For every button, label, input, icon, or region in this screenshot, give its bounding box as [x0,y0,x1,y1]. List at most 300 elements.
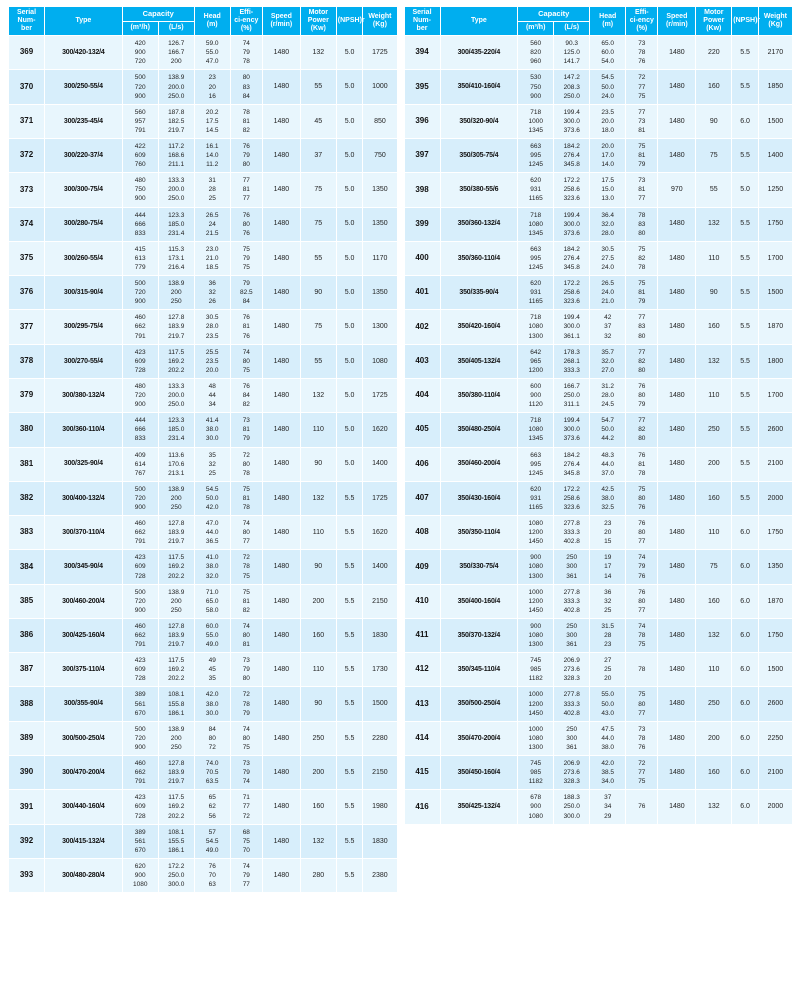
cell-capacity-m3h: 718 1000 1345 [518,104,554,138]
cell-serial-number: 385 [9,584,45,618]
cell-capacity-m3h: 620 931 1165 [518,173,554,207]
cell-type: 350/425-132/4 [440,790,518,824]
cell-capacity-m3h: 663 995 1245 [518,447,554,481]
table-row [404,653,793,687]
cell-type: 300/460-200/4 [45,584,123,618]
cell-capacity-m3h: 745 985 1182 [518,756,554,790]
cell-npsh: 5.5 [732,36,759,70]
cell-capacity-m3h: 500 720 900 [122,276,158,310]
cell-weight: 1870 [758,584,792,618]
header-npsh: (NPSH)r [732,7,759,36]
cell-capacity-m3h: 423 609 728 [122,653,158,687]
cell-weight: 1500 [758,104,792,138]
cell-capacity-ls: 184.2 276.4 345.8 [554,447,590,481]
cell-efficiency: 74 78 75 [626,618,658,652]
cell-capacity-m3h: 1000 1080 1300 [518,721,554,755]
cell-head: 41.0 38.0 32.0 [194,550,230,584]
cell-efficiency: 68 75 70 [230,824,262,858]
cell-type: 350/305-75/4 [440,138,518,172]
cell-serial-number: 393 [9,858,45,892]
cell-capacity-ls: 108.1 155.5 186.1 [158,824,194,858]
cell-capacity-m3h: 415 613 779 [122,241,158,275]
cell-efficiency: 77 83 80 [626,310,658,344]
cell-efficiency: 75 82 78 [626,241,658,275]
cell-motor-power: 280 [300,858,336,892]
cell-capacity-m3h: 460 662 791 [122,618,158,652]
cell-head: 35.7 32.0 27.0 [590,344,626,378]
cell-head: 30.5 28.0 23.5 [194,310,230,344]
cell-weight: 1725 [363,36,397,70]
cell-weight: 1300 [363,310,397,344]
header-efficiency: Effi- ci-ency (%) [626,7,658,36]
cell-head: 59.0 55.0 47.0 [194,36,230,70]
cell-serial-number: 401 [404,276,440,310]
cell-efficiency: 76 80 76 [230,207,262,241]
cell-head: 31.2 28.0 24.5 [590,378,626,412]
cell-type: 350/330-75/4 [440,550,518,584]
cell-weight: 1350 [363,207,397,241]
cell-efficiency: 74 79 76 [626,550,658,584]
cell-speed: 1480 [262,173,300,207]
cell-npsh: 6.0 [732,756,759,790]
cell-serial-number: 379 [9,378,45,412]
cell-serial-number: 390 [9,756,45,790]
table-row [9,378,398,412]
cell-motor-power: 75 [300,173,336,207]
cell-head: 42 37 32 [590,310,626,344]
cell-serial-number: 371 [9,104,45,138]
cell-speed: 1480 [262,310,300,344]
table-row [404,516,793,550]
cell-motor-power: 160 [696,756,732,790]
cell-capacity-m3h: 1000 1200 1450 [518,584,554,618]
table-row [404,721,793,755]
cell-serial-number: 389 [9,721,45,755]
cell-type: 350/450-160/4 [440,756,518,790]
table-row [404,378,793,412]
cell-speed: 1480 [658,344,696,378]
table-row [9,790,398,824]
cell-capacity-ls: 166.7 250.0 311.1 [554,378,590,412]
cell-head: 54.5 50.0 24.0 [590,70,626,104]
table-row [9,550,398,584]
cell-serial-number: 381 [9,447,45,481]
cell-weight: 1730 [363,653,397,687]
cell-head: 65 62 56 [194,790,230,824]
cell-motor-power: 200 [300,584,336,618]
cell-head: 48.3 44.0 37.0 [590,447,626,481]
cell-npsh: 5.5 [732,310,759,344]
cell-capacity-m3h: 718 1080 1345 [518,207,554,241]
cell-type: 300/500-250/4 [45,721,123,755]
cell-weight: 2380 [363,858,397,892]
cell-type: 350/410-160/4 [440,70,518,104]
cell-efficiency: 76 79 80 [230,138,262,172]
cell-speed: 1480 [262,481,300,515]
cell-weight: 1400 [758,138,792,172]
cell-serial-number: 403 [404,344,440,378]
cell-serial-number: 415 [404,756,440,790]
cell-capacity-m3h: 560 957 791 [122,104,158,138]
cell-motor-power: 90 [696,104,732,138]
cell-npsh: 5.5 [732,447,759,481]
cell-weight: 1500 [758,276,792,310]
cell-speed: 1480 [658,241,696,275]
cell-weight: 1830 [363,824,397,858]
right-table-container [404,6,794,992]
cell-head: 55.0 50.0 43.0 [590,687,626,721]
cell-efficiency: 74 80 81 [230,618,262,652]
cell-speed: 1480 [658,687,696,721]
cell-speed: 1480 [658,481,696,515]
cell-capacity-m3h: 460 662 791 [122,310,158,344]
table-row [404,138,793,172]
cell-speed: 1480 [658,207,696,241]
cell-speed: 1480 [262,276,300,310]
cell-serial-number: 380 [9,413,45,447]
header-motor-power: Motor Power (Kw) [300,7,336,36]
cell-head: 60.0 55.0 49.0 [194,618,230,652]
cell-head: 23.5 20.0 18.0 [590,104,626,138]
cell-serial-number: 386 [9,618,45,652]
cell-efficiency: 77 81 77 [230,173,262,207]
cell-npsh: 5.5 [336,721,363,755]
cell-capacity-ls: 117.2 168.6 211.1 [158,138,194,172]
cell-serial-number: 406 [404,447,440,481]
cell-capacity-ls: 206.9 273.6 328.3 [554,653,590,687]
cell-weight: 1800 [758,344,792,378]
table-row [404,550,793,584]
cell-type: 300/420-132/4 [45,36,123,70]
cell-capacity-ls: 123.3 185.0 231.4 [158,207,194,241]
cell-npsh: 5.5 [336,584,363,618]
table-row [404,173,793,207]
cell-capacity-ls: 172.2 258.6 323.6 [554,173,590,207]
cell-efficiency: 73 79 80 [230,653,262,687]
cell-speed: 1480 [658,36,696,70]
cell-npsh: 6.0 [732,721,759,755]
cell-weight: 2280 [363,721,397,755]
cell-capacity-ls: 133.3 200.0 250.0 [158,378,194,412]
left-table-container [8,6,398,992]
cell-weight: 1620 [363,413,397,447]
cell-motor-power: 90 [696,276,732,310]
cell-weight: 1850 [758,70,792,104]
cell-speed: 1480 [658,378,696,412]
cell-efficiency: 77 73 81 [626,104,658,138]
cell-capacity-m3h: 620 931 1165 [518,276,554,310]
cell-efficiency: 78 83 80 [626,207,658,241]
cell-capacity-m3h: 500 720 900 [122,584,158,618]
cell-weight: 2150 [363,756,397,790]
cell-speed: 1480 [658,276,696,310]
cell-motor-power: 132 [300,36,336,70]
cell-speed: 1480 [658,70,696,104]
cell-speed: 1480 [262,344,300,378]
cell-type: 300/400-132/4 [45,481,123,515]
cell-type: 350/480-250/4 [440,413,518,447]
cell-head: 31 28 25 [194,173,230,207]
cell-speed: 1480 [262,138,300,172]
cell-efficiency: 73 78 76 [626,721,658,755]
cell-speed: 1480 [658,550,696,584]
cell-head: 31.5 28 23 [590,618,626,652]
cell-speed: 1480 [262,756,300,790]
table-row [404,36,793,70]
cell-serial-number: 376 [9,276,45,310]
cell-speed: 1480 [262,653,300,687]
cell-head: 26.5 24 21.5 [194,207,230,241]
table-row [404,310,793,344]
cell-type: 300/345-90/4 [45,550,123,584]
cell-efficiency: 76 84 82 [230,378,262,412]
cell-motor-power: 110 [696,516,732,550]
cell-head: 17.5 15.0 13.0 [590,173,626,207]
cell-npsh: 6.0 [732,687,759,721]
cell-serial-number: 396 [404,104,440,138]
cell-motor-power: 55 [300,241,336,275]
table-row [404,104,793,138]
table-row [9,276,398,310]
cell-serial-number: 399 [404,207,440,241]
cell-type: 350/405-132/4 [440,344,518,378]
cell-motor-power: 132 [696,790,732,824]
cell-npsh: 5.5 [336,481,363,515]
cell-type: 300/270-55/4 [45,344,123,378]
cell-serial-number: 388 [9,687,45,721]
cell-type: 300/295-75/4 [45,310,123,344]
cell-npsh: 5.0 [336,138,363,172]
cell-head: 84 80 72 [194,721,230,755]
cell-type: 300/360-110/4 [45,413,123,447]
cell-capacity-m3h: 642 965 1200 [518,344,554,378]
table-row [9,447,398,481]
cell-npsh: 5.5 [732,70,759,104]
cell-capacity-m3h: 620 900 1080 [122,858,158,892]
cell-npsh: 6.0 [732,516,759,550]
cell-efficiency: 74 79 77 [230,858,262,892]
cell-capacity-ls: 199.4 300.0 373.6 [554,104,590,138]
cell-npsh: 5.5 [336,790,363,824]
cell-capacity-m3h: 620 931 1165 [518,481,554,515]
cell-type: 300/235-45/4 [45,104,123,138]
cell-speed: 1480 [262,447,300,481]
table-row [404,584,793,618]
cell-motor-power: 250 [696,413,732,447]
cell-npsh: 5.0 [336,310,363,344]
cell-serial-number: 378 [9,344,45,378]
table-row [9,618,398,652]
cell-serial-number: 407 [404,481,440,515]
table-row [9,584,398,618]
cell-capacity-m3h: 409 614 767 [122,447,158,481]
cell-npsh: 5.0 [336,276,363,310]
cell-capacity-m3h: 460 662 791 [122,516,158,550]
cell-npsh: 5.5 [336,618,363,652]
cell-serial-number: 412 [404,653,440,687]
cell-efficiency: 74 80 77 [230,516,262,550]
cell-capacity-ls: 277.8 333.3 402.8 [554,516,590,550]
cell-motor-power: 250 [300,721,336,755]
header-serial-number: Serial Num- ber [9,7,45,36]
cell-npsh: 5.0 [732,173,759,207]
cell-capacity-ls: 199.4 300.0 361.1 [554,310,590,344]
cell-head: 19 17 14 [590,550,626,584]
cell-capacity-ls: 250 300 361 [554,550,590,584]
cell-weight: 1700 [758,241,792,275]
cell-type: 350/430-160/4 [440,481,518,515]
cell-type: 300/370-110/4 [45,516,123,550]
cell-motor-power: 250 [696,687,732,721]
cell-weight: 1080 [363,344,397,378]
cell-serial-number: 375 [9,241,45,275]
cell-head: 20.2 17.5 14.5 [194,104,230,138]
cell-serial-number: 383 [9,516,45,550]
cell-speed: 1480 [262,618,300,652]
cell-weight: 2600 [758,687,792,721]
cell-motor-power: 75 [696,550,732,584]
cell-efficiency: 75 81 82 [230,584,262,618]
cell-head: 41.4 38.0 30.0 [194,413,230,447]
cell-type: 350/380-55/6 [440,173,518,207]
cell-speed: 1480 [262,70,300,104]
cell-motor-power: 110 [696,241,732,275]
cell-type: 350/370-132/4 [440,618,518,652]
cell-motor-power: 90 [300,447,336,481]
cell-motor-power: 160 [300,618,336,652]
cell-serial-number: 413 [404,687,440,721]
cell-head: 23.0 21.0 18.5 [194,241,230,275]
cell-capacity-ls: 138.9 200 250 [158,276,194,310]
cell-motor-power: 160 [696,70,732,104]
table-row [9,207,398,241]
cell-weight: 1170 [363,241,397,275]
cell-motor-power: 200 [696,447,732,481]
cell-capacity-m3h: 444 666 833 [122,413,158,447]
cell-weight: 1830 [363,618,397,652]
cell-motor-power: 75 [696,138,732,172]
cell-motor-power: 200 [696,721,732,755]
cell-capacity-ls: 108.1 155.8 186.1 [158,687,194,721]
cell-npsh: 5.5 [732,413,759,447]
cell-capacity-ls: 127.8 183.9 219.7 [158,618,194,652]
cell-weight: 1400 [363,550,397,584]
cell-weight: 2100 [758,756,792,790]
cell-capacity-ls: 123.3 185.0 231.4 [158,413,194,447]
cell-weight: 2170 [758,36,792,70]
cell-weight: 2000 [758,790,792,824]
cell-efficiency: 78 81 82 [230,104,262,138]
table-row [9,687,398,721]
cell-capacity-ls: 250 300 361 [554,618,590,652]
cell-serial-number: 410 [404,584,440,618]
table-row [9,824,398,858]
cell-npsh: 5.5 [732,344,759,378]
header-efficiency: Effi- ci-ency (%) [230,7,262,36]
cell-motor-power: 132 [696,344,732,378]
cell-weight: 1750 [758,618,792,652]
cell-npsh: 5.5 [336,516,363,550]
cell-efficiency: 79 82.5 84 [230,276,262,310]
cell-capacity-ls: 117.5 169.2 202.2 [158,344,194,378]
cell-type: 300/440-160/4 [45,790,123,824]
cell-head: 37 34 29 [590,790,626,824]
cell-type: 300/480-280/4 [45,858,123,892]
cell-capacity-m3h: 900 1080 1300 [518,618,554,652]
cell-npsh: 5.0 [336,344,363,378]
cell-capacity-m3h: 423 609 728 [122,790,158,824]
table-row [9,104,398,138]
cell-speed: 1480 [658,618,696,652]
cell-type: 300/470-200/4 [45,756,123,790]
cell-type: 300/380-132/4 [45,378,123,412]
cell-motor-power: 160 [696,481,732,515]
table-row [404,447,793,481]
cell-capacity-ls: 206.9 273.6 328.3 [554,756,590,790]
cell-capacity-m3h: 500 720 900 [122,70,158,104]
cell-head: 71.0 65.0 58.0 [194,584,230,618]
header-capacity-m3h: (m³/h) [518,21,554,35]
cell-capacity-ls: 138.9 200 250 [158,481,194,515]
cell-speed: 1480 [262,36,300,70]
cell-npsh: 5.5 [336,653,363,687]
cell-serial-number: 372 [9,138,45,172]
cell-serial-number: 416 [404,790,440,824]
cell-npsh: 5.5 [732,378,759,412]
cell-motor-power: 90 [300,276,336,310]
cell-motor-power: 110 [300,516,336,550]
cell-efficiency: 76 81 78 [626,447,658,481]
cell-capacity-ls: 187.8 182.5 219.7 [158,104,194,138]
table-row [404,276,793,310]
cell-capacity-ls: 138.9 200 250 [158,721,194,755]
cell-npsh: 5.5 [732,241,759,275]
cell-motor-power: 55 [300,70,336,104]
cell-motor-power: 132 [300,378,336,412]
cell-npsh: 5.0 [336,447,363,481]
cell-type: 300/250-55/4 [45,70,123,104]
table-row [9,36,398,70]
table-row [9,344,398,378]
cell-speed: 1480 [658,790,696,824]
cell-efficiency: 74 79 78 [230,36,262,70]
cell-serial-number: 384 [9,550,45,584]
cell-serial-number: 408 [404,516,440,550]
cell-speed: 1480 [262,721,300,755]
cell-capacity-m3h: 1000 1200 1450 [518,687,554,721]
cell-npsh: 6.0 [732,618,759,652]
cell-motor-power: 132 [300,824,336,858]
cell-type: 300/355-90/4 [45,687,123,721]
cell-motor-power: 132 [300,481,336,515]
cell-motor-power: 90 [300,687,336,721]
cell-weight: 750 [363,138,397,172]
cell-efficiency: 75 81 79 [626,138,658,172]
cell-capacity-ls: 184.2 276.4 345.8 [554,241,590,275]
table-row [9,756,398,790]
cell-serial-number: 373 [9,173,45,207]
cell-motor-power: 110 [300,413,336,447]
cell-serial-number: 392 [9,824,45,858]
cell-type: 300/300-75/4 [45,173,123,207]
cell-speed: 1480 [262,241,300,275]
table-body-right [404,36,793,824]
cell-head: 42.0 38.0 30.0 [194,687,230,721]
cell-efficiency: 71 77 72 [230,790,262,824]
cell-capacity-m3h: 423 609 728 [122,344,158,378]
cell-capacity-ls: 117.5 169.2 202.2 [158,790,194,824]
cell-weight: 2000 [758,481,792,515]
